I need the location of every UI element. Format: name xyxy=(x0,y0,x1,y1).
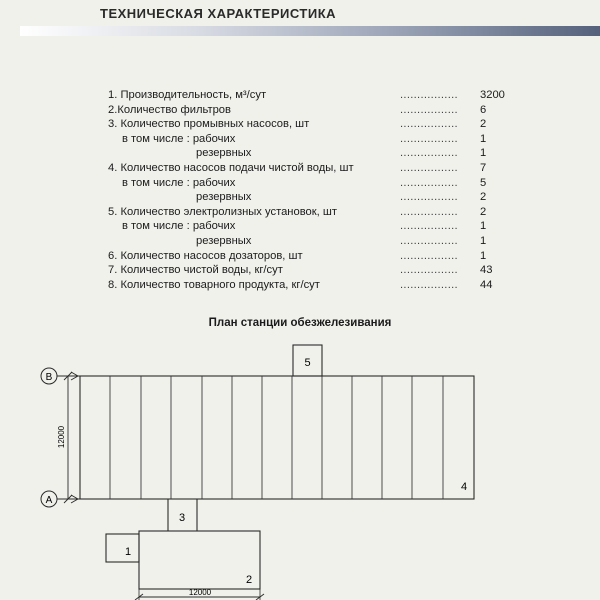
spec-value: 1 xyxy=(480,234,487,247)
plan-title: План станции обезжелезивания xyxy=(208,317,392,329)
vertical-dimension-value: 12000 xyxy=(57,425,66,449)
block-3-label: 3 xyxy=(178,512,186,524)
spec-dots: ................. xyxy=(400,176,458,189)
spec-value: 3200 xyxy=(480,89,505,101)
horizontal-dimension-value: 12000 xyxy=(188,588,212,597)
filter-hall-outline xyxy=(80,376,474,499)
spec-dots: ................. xyxy=(400,278,458,291)
spec-label: в том числе : рабочих xyxy=(122,176,236,189)
spec-dots: ................. xyxy=(400,249,458,262)
spec-value: 1 xyxy=(480,220,487,233)
spec-value: 2 xyxy=(480,191,487,204)
spec-value: 2 xyxy=(480,118,487,131)
spec-value: 1 xyxy=(480,249,487,262)
spec-label: 8. Количество товарного продукта, кг/сут xyxy=(108,278,320,291)
spec-value: 1 xyxy=(480,147,487,160)
block-1-label: 1 xyxy=(124,546,132,558)
spec-dots: ................. xyxy=(400,264,458,277)
spec-dots: ................. xyxy=(400,89,458,101)
block-2-outline xyxy=(139,531,260,589)
spec-label: 1. Производительность, м³/сут xyxy=(108,89,267,101)
spec-label: в том числе : рабочих xyxy=(122,132,236,145)
block-2-label: 2 xyxy=(245,574,253,586)
spec-label: 5. Количество электролизных установок, шт xyxy=(108,205,337,218)
spec-dots: ................. xyxy=(400,147,458,160)
spec-label: резервных xyxy=(196,234,252,247)
spec-label: в том числе : рабочих xyxy=(122,220,236,233)
header-title: ТЕХНИЧЕСКАЯ ХАРАКТЕРИСТИКА xyxy=(100,6,337,21)
spec-value: 2 xyxy=(480,205,487,218)
spec-label: 2.Количество фильтров xyxy=(108,103,231,116)
axis-b-label: B xyxy=(45,372,53,383)
filter-bay-dividers xyxy=(110,376,443,499)
spec-dots: ................. xyxy=(400,132,458,145)
spec-label: 3. Количество промывных насосов, шт xyxy=(108,118,310,131)
spec-dots: ................. xyxy=(400,161,458,174)
spec-dots: ................. xyxy=(400,205,458,218)
spec-value: 44 xyxy=(480,278,493,291)
spec-value: 1 xyxy=(480,132,487,145)
spec-dots: ................. xyxy=(400,191,458,204)
spec-value: 43 xyxy=(480,264,493,277)
block-5-label: 5 xyxy=(304,357,311,369)
spec-label: 4. Количество насосов подачи чистой воды, шт xyxy=(108,161,354,174)
block-4-label: 4 xyxy=(460,481,468,493)
spec-value: 7 xyxy=(480,161,487,174)
spec-dots: ................. xyxy=(400,234,458,247)
spec-value: 5 xyxy=(480,176,487,189)
spec-label: резервных xyxy=(196,147,252,160)
spec-dots: ................. xyxy=(400,103,458,116)
spec-label: 6. Количество насосов дозаторов, шт xyxy=(108,249,303,262)
spec-value: 6 xyxy=(480,103,487,116)
spec-dots: ................. xyxy=(400,118,458,131)
spec-label: 7. Количество чистой воды, кг/сут xyxy=(108,264,283,277)
block-1-outline xyxy=(106,534,139,562)
axis-a-label: A xyxy=(45,495,53,506)
spec-dots: ................. xyxy=(400,220,458,233)
spec-label: резервных xyxy=(196,191,252,204)
